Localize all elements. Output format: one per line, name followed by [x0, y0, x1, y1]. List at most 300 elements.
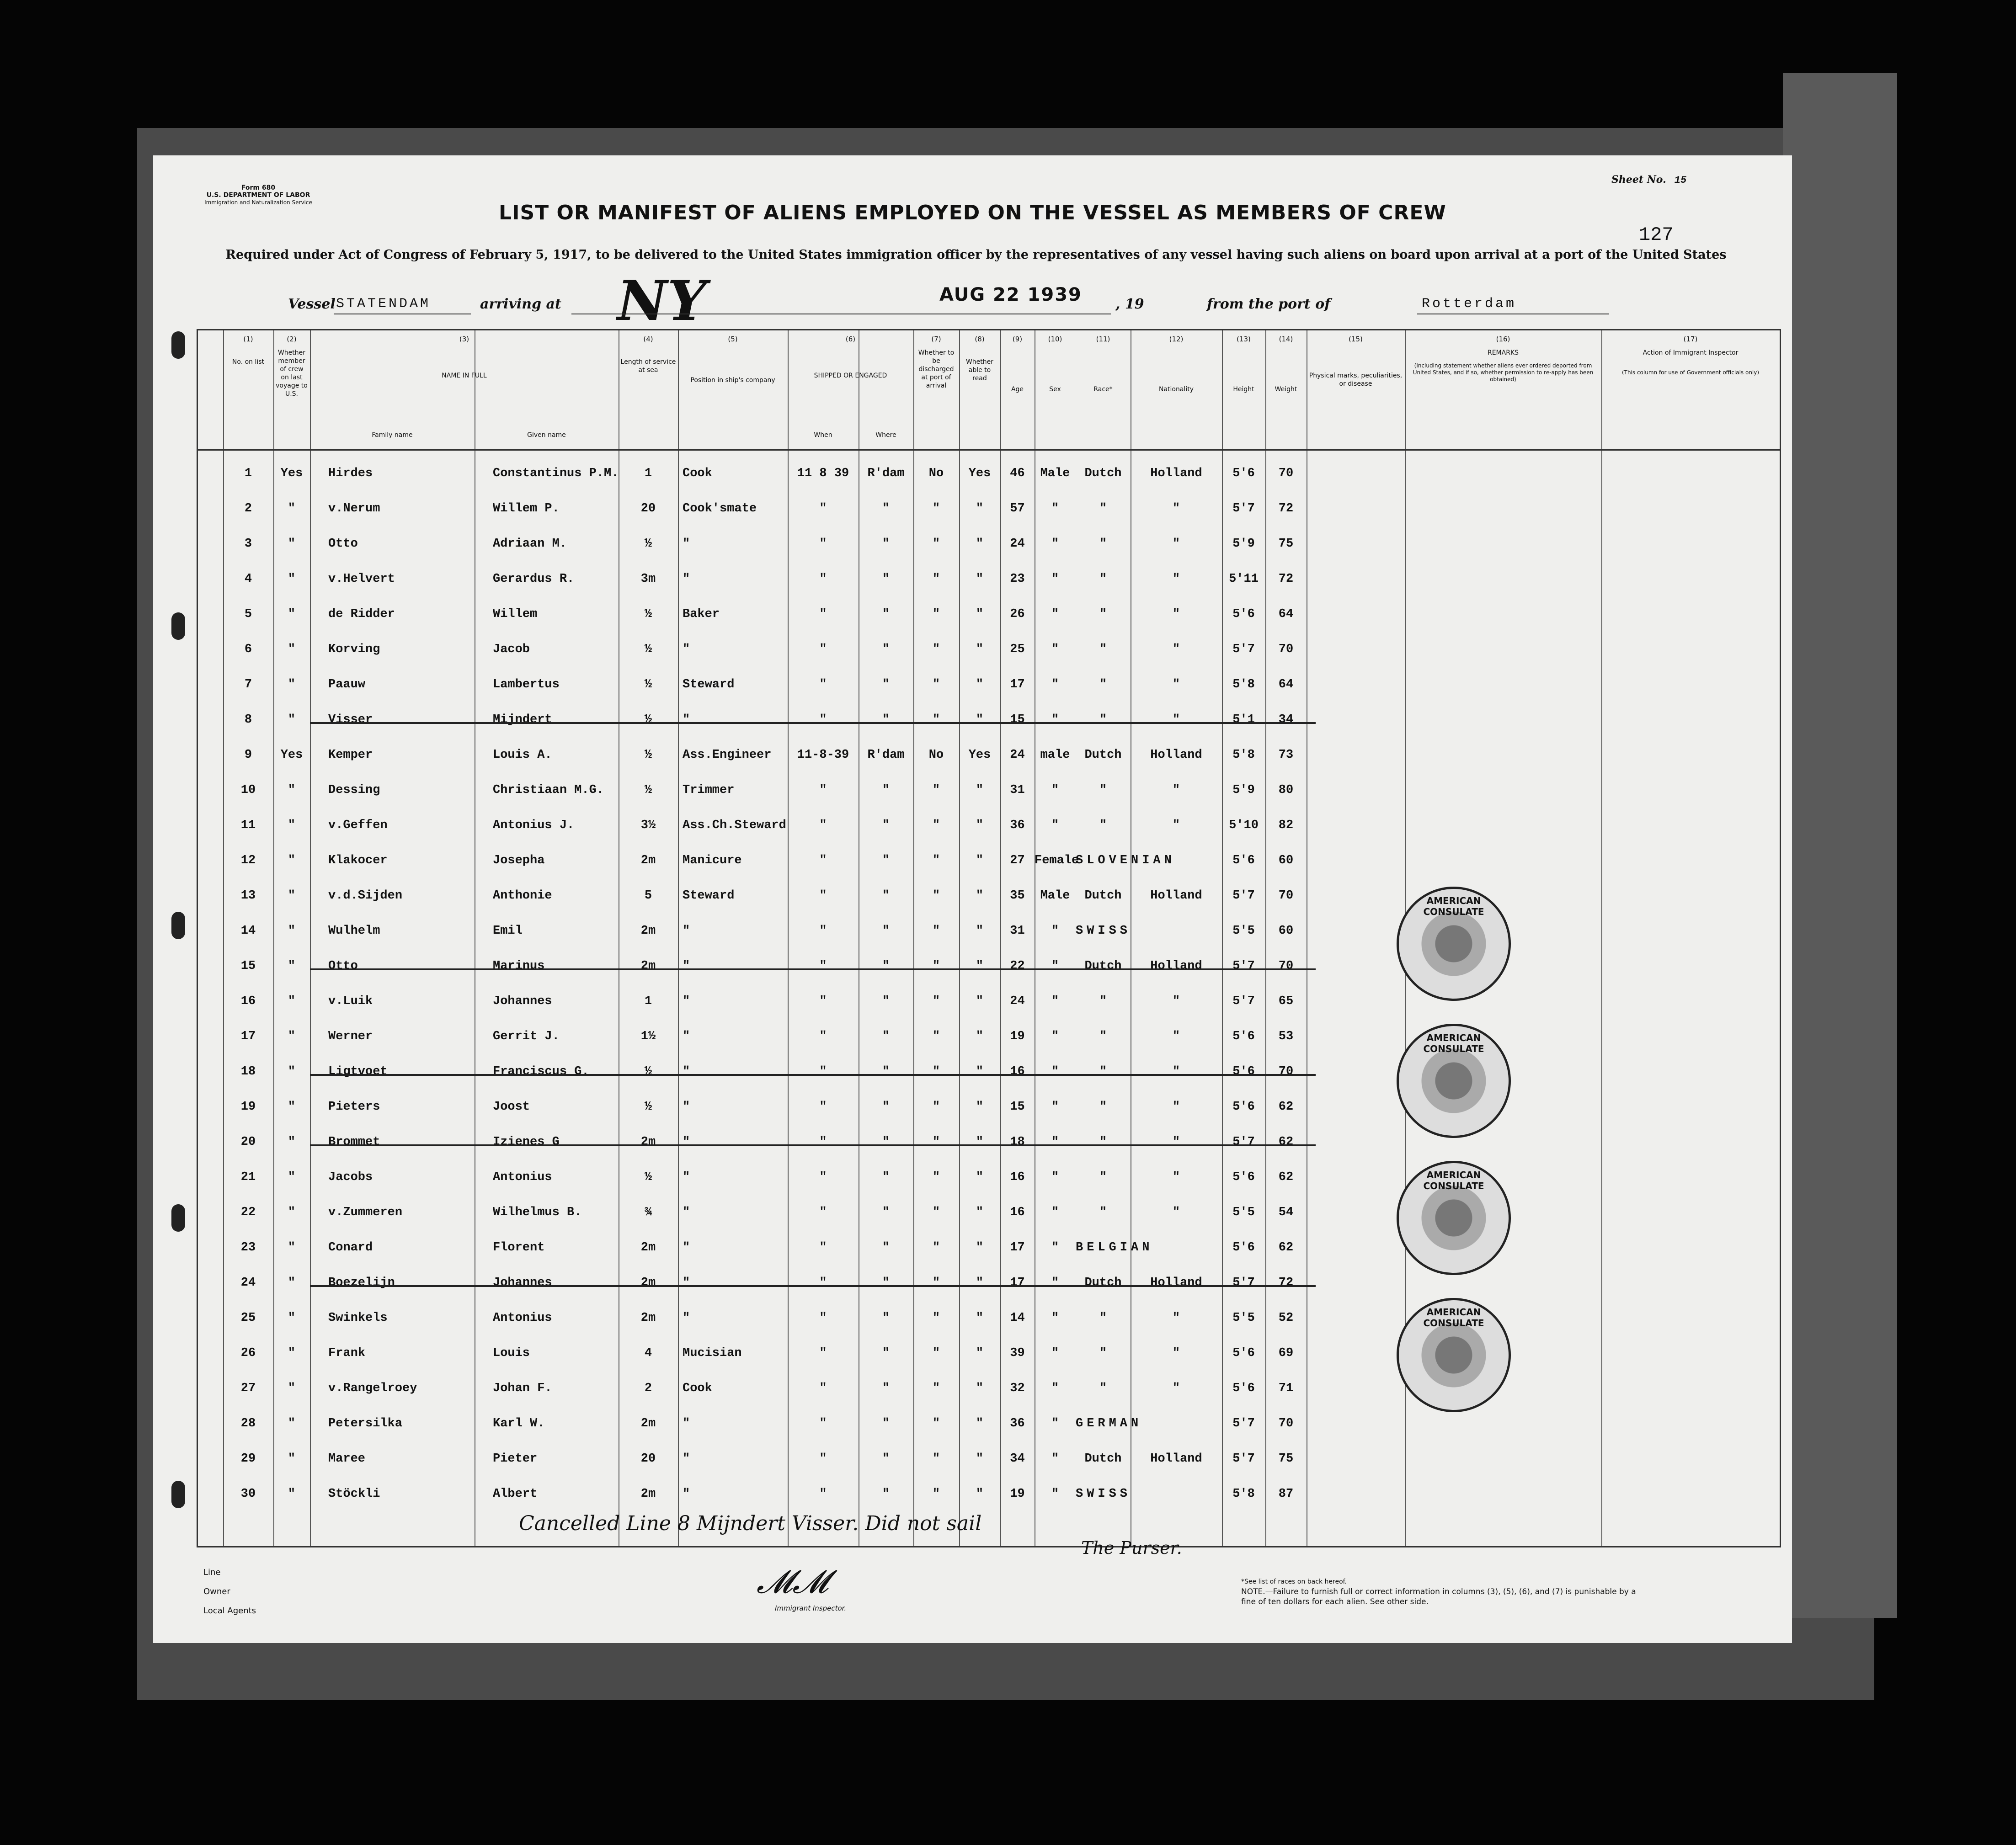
- table-row: [198, 780, 1780, 815]
- cell-read: ": [976, 678, 984, 691]
- cell-given: Louis A.: [493, 748, 552, 762]
- cell-height: 5'5: [1232, 1311, 1255, 1325]
- cell-height: 5'7: [1232, 959, 1255, 973]
- cell-service: ½: [644, 1170, 652, 1184]
- cell-height: 5'7: [1232, 502, 1255, 516]
- cell-family: Maree: [328, 1452, 366, 1466]
- cell-age: 19: [1010, 1030, 1025, 1043]
- cell-read: ": [976, 1487, 984, 1501]
- cell-age: 35: [1010, 889, 1025, 903]
- cell-given: Louis: [493, 1346, 530, 1360]
- cell-last: ": [288, 1170, 296, 1184]
- cell-when: ": [819, 924, 827, 938]
- year-label: , 19: [1115, 296, 1144, 312]
- cell-given: Josepha: [493, 854, 545, 867]
- cell-disch: ": [932, 994, 940, 1008]
- cell-read: ": [976, 572, 984, 586]
- cell-position: ": [683, 1100, 690, 1114]
- header-divider: [198, 449, 1780, 451]
- cell-position: ": [683, 1135, 690, 1149]
- header-c4: Length of service at sea: [620, 358, 676, 374]
- cell-nat: Holland: [1150, 1276, 1202, 1290]
- back-page-edge: [1783, 73, 1897, 1618]
- cell-when: ": [819, 678, 827, 691]
- cell-given: Anthonie: [493, 889, 552, 903]
- cell-given: Jacob: [493, 643, 530, 656]
- cell-given: Izienes G: [493, 1135, 560, 1149]
- cell-family: Frank: [328, 1346, 366, 1360]
- cell-when: ": [819, 502, 827, 516]
- inspector-label: Immigrant Inspector.: [775, 1604, 847, 1612]
- owner-label: Owner: [203, 1587, 230, 1596]
- cell-sex: Male: [1040, 889, 1070, 903]
- header-c1: No. on list: [232, 358, 265, 366]
- cell-family: Conard: [328, 1241, 373, 1255]
- cell-position: ": [683, 643, 690, 656]
- cell-sex: ": [1051, 713, 1059, 727]
- table-row: [198, 533, 1780, 569]
- table-row: [198, 1237, 1780, 1272]
- arriving-port-handwritten: NY: [617, 269, 707, 333]
- cell-read: ": [976, 1135, 984, 1149]
- cell-given: Florent: [493, 1241, 545, 1255]
- table-row: [198, 991, 1780, 1026]
- cell-family: v.Helvert: [328, 572, 395, 586]
- header-c13: Height: [1233, 386, 1254, 393]
- cell-sex: ": [1051, 502, 1059, 516]
- cell-read: ": [976, 537, 984, 551]
- column-number: (13): [1237, 335, 1251, 343]
- cell-when: ": [819, 1100, 827, 1114]
- cell-disch: ": [932, 1241, 940, 1255]
- cell-no: 23: [240, 1241, 256, 1255]
- vessel-name: STATENDAM: [336, 296, 431, 312]
- column-number: (17): [1683, 335, 1698, 343]
- cell-position: Ass.Engineer: [683, 748, 772, 762]
- cell-when: ": [819, 1241, 827, 1255]
- cell-nat: ": [1172, 1311, 1180, 1325]
- cell-disch: ": [932, 1311, 940, 1325]
- cell-no: 18: [240, 1065, 256, 1079]
- cell-last: ": [288, 1487, 296, 1501]
- header-c17note: (This column for use of Government officials only): [1621, 369, 1760, 376]
- document-title: LIST OR MANIFEST OF ALIENS EMPLOYED ON THE VESSEL AS MEMBERS OF CREW: [499, 201, 1446, 224]
- cell-disch: No: [928, 467, 944, 480]
- cell-service: 2m: [640, 854, 656, 867]
- cell-family: Otto: [328, 959, 358, 973]
- cell-where: ": [882, 819, 890, 832]
- cell-race: SWISS: [1076, 924, 1131, 938]
- cell-where: ": [882, 643, 890, 656]
- cell-disch: ": [932, 1276, 940, 1290]
- binder-hole: [171, 1204, 185, 1232]
- cell-position: ": [683, 959, 690, 973]
- cell-nat: ": [1172, 1170, 1180, 1184]
- cell-when: ": [819, 1382, 827, 1395]
- cell-when: 11 8 39: [797, 467, 849, 480]
- cell-nat: ": [1172, 819, 1180, 832]
- header-c5: Position in ship's company: [690, 377, 775, 384]
- binder-hole: [171, 331, 185, 359]
- cell-given: Karl W.: [493, 1417, 545, 1430]
- cell-given: Antonius J.: [493, 819, 575, 832]
- cell-last: ": [288, 783, 296, 797]
- cell-when: ": [819, 643, 827, 656]
- cell-family: v.Nerum: [328, 502, 380, 516]
- cell-when: ": [819, 607, 827, 621]
- cell-race: ": [1099, 994, 1107, 1008]
- cell-last: Yes: [280, 748, 303, 762]
- cell-nat: ": [1172, 643, 1180, 656]
- cell-where: ": [882, 1135, 890, 1149]
- header-c16: REMARKS: [1487, 349, 1519, 356]
- cell-no: 27: [240, 1382, 256, 1395]
- table-row: [198, 639, 1780, 674]
- cell-last: ": [288, 959, 296, 973]
- cell-read: ": [976, 994, 984, 1008]
- cell-family: Petersilka: [328, 1417, 403, 1430]
- cell-sex: ": [1051, 994, 1059, 1008]
- cell-no: 13: [240, 889, 256, 903]
- cell-when: ": [819, 959, 827, 973]
- cell-where: ": [882, 783, 890, 797]
- cell-age: 26: [1010, 607, 1025, 621]
- column-number: (5): [728, 335, 738, 343]
- cell-weight: 64: [1278, 607, 1294, 621]
- cell-sex: ": [1051, 1276, 1059, 1290]
- table-row: [198, 1202, 1780, 1237]
- column-number: (11): [1096, 335, 1110, 343]
- cell-given: Marinus: [493, 959, 545, 973]
- cell-sex: ": [1051, 1346, 1059, 1360]
- cell-race: Dutch: [1084, 959, 1122, 973]
- cell-nat: ": [1172, 994, 1180, 1008]
- cell-given: Constantinus P.M.: [493, 467, 619, 480]
- cell-last: ": [288, 1452, 296, 1466]
- cell-given: Johannes: [493, 994, 552, 1008]
- fine-note: NOTE.—Failure to furnish full or correct information in columns (3), (5), (6), and (7) is punishable by a fine of ten dollars for each alien. See other side.: [1241, 1587, 1636, 1606]
- header-c8: Whether able to read: [965, 358, 994, 382]
- cell-service: ½: [644, 678, 652, 691]
- column-number: (9): [1012, 335, 1023, 343]
- table-row: [198, 709, 1780, 744]
- cell-disch: ": [932, 1382, 940, 1395]
- cell-age: 32: [1010, 1382, 1025, 1395]
- cell-height: 5'6: [1232, 607, 1255, 621]
- cell-read: ": [976, 1276, 984, 1290]
- cell-race: ": [1099, 643, 1107, 656]
- cell-when: ": [819, 1206, 827, 1219]
- cell-disch: ": [932, 537, 940, 551]
- cell-read: ": [976, 643, 984, 656]
- cell-no: 16: [240, 994, 256, 1008]
- cell-where: ": [882, 713, 890, 727]
- strikethrough-line: [310, 722, 1316, 724]
- cell-read: ": [976, 713, 984, 727]
- cell-where: ": [882, 1346, 890, 1360]
- cell-race: GERMAN: [1076, 1417, 1142, 1430]
- cell-disch: No: [928, 748, 944, 762]
- cell-no: 30: [240, 1487, 256, 1501]
- cell-age: 16: [1010, 1065, 1025, 1079]
- cell-read: ": [976, 783, 984, 797]
- cell-last: Yes: [280, 467, 303, 480]
- cell-no: 6: [244, 643, 252, 656]
- cell-sex: ": [1051, 1065, 1059, 1079]
- cell-weight: 72: [1278, 502, 1294, 516]
- cell-where: ": [882, 502, 890, 516]
- cell-age: 25: [1010, 643, 1025, 656]
- cell-family: Dessing: [328, 783, 380, 797]
- cell-when: ": [819, 1135, 827, 1149]
- cell-where: ": [882, 678, 890, 691]
- cell-last: ": [288, 1346, 296, 1360]
- cell-race: ": [1099, 713, 1107, 727]
- cell-when: ": [819, 819, 827, 832]
- cell-race: Dutch: [1084, 1276, 1122, 1290]
- cell-height: 5'6: [1232, 467, 1255, 480]
- cell-where: ": [882, 1311, 890, 1325]
- column-number: (14): [1279, 335, 1293, 343]
- cell-no: 5: [244, 607, 252, 621]
- cell-when: ": [819, 854, 827, 867]
- cell-given: Willem P.: [493, 502, 560, 516]
- cell-nat: ": [1172, 1135, 1180, 1149]
- cell-disch: ": [932, 572, 940, 586]
- cell-given: Gerardus R.: [493, 572, 575, 586]
- cell-race: SWISS: [1076, 1487, 1131, 1501]
- cell-given: Antonius: [493, 1311, 552, 1325]
- cell-no: 19: [240, 1100, 256, 1114]
- cell-position: Steward: [683, 678, 735, 691]
- cell-sex: ": [1051, 1030, 1059, 1043]
- cell-last: ": [288, 1030, 296, 1043]
- cell-nat: ": [1172, 1030, 1180, 1043]
- cell-last: ": [288, 1382, 296, 1395]
- cell-read: ": [976, 854, 984, 867]
- cell-service: 2m: [640, 1487, 656, 1501]
- cell-family: Visser: [328, 713, 373, 727]
- cell-read: ": [976, 1170, 984, 1184]
- consulate-seal: AMERICAN CONSULATE: [1397, 1161, 1511, 1275]
- cell-weight: 62: [1278, 1135, 1294, 1149]
- cell-race: ": [1099, 1311, 1107, 1325]
- cell-race: ": [1099, 1382, 1107, 1395]
- binder-hole: [171, 912, 185, 939]
- cell-position: ": [683, 1311, 690, 1325]
- cell-nat: Holland: [1150, 748, 1202, 762]
- cell-service: 5: [644, 889, 652, 903]
- cell-weight: 70: [1278, 959, 1294, 973]
- cell-nat: ": [1172, 678, 1180, 691]
- cell-last: ": [288, 819, 296, 832]
- cell-family: Korving: [328, 643, 380, 656]
- cell-race: ": [1099, 678, 1107, 691]
- purser-signature: The Purser.: [1081, 1538, 1182, 1558]
- cell-read: ": [976, 889, 984, 903]
- cell-weight: 72: [1278, 1276, 1294, 1290]
- cell-age: 19: [1010, 1487, 1025, 1501]
- column-number: (16): [1496, 335, 1510, 343]
- cell-height: 5'8: [1232, 1487, 1255, 1501]
- cell-position: Steward: [683, 889, 735, 903]
- cell-family: Klakocer: [328, 854, 388, 867]
- cell-no: 26: [240, 1346, 256, 1360]
- cell-last: ": [288, 924, 296, 938]
- cell-nat: ": [1172, 607, 1180, 621]
- cell-age: 31: [1010, 924, 1025, 938]
- cell-last: ": [288, 572, 296, 586]
- cell-height: 5'7: [1232, 643, 1255, 656]
- cell-no: 21: [240, 1170, 256, 1184]
- column-number: (2): [287, 335, 297, 343]
- table-row: [198, 569, 1780, 604]
- cell-weight: 65: [1278, 994, 1294, 1008]
- cell-height: 5'5: [1232, 924, 1255, 938]
- cell-read: ": [976, 1346, 984, 1360]
- cell-height: 5'7: [1232, 1135, 1255, 1149]
- cell-given: Emil: [493, 924, 523, 938]
- arriving-label: arriving at: [480, 296, 561, 312]
- cell-given: Wilhelmus B.: [493, 1206, 582, 1219]
- cancellation-note: Cancelled Line 8 Mijndert Visser. Did not sail: [519, 1512, 982, 1535]
- inspector-signature: 𝓜𝓜: [757, 1563, 828, 1600]
- cell-weight: 62: [1278, 1241, 1294, 1255]
- cell-service: 20: [640, 1452, 656, 1466]
- vessel-label: Vessel: [288, 296, 336, 312]
- cell-race: Dutch: [1084, 748, 1122, 762]
- cell-no: 2: [244, 502, 252, 516]
- cell-disch: ": [932, 1206, 940, 1219]
- cell-no: 3: [244, 537, 252, 551]
- cell-height: 5'8: [1232, 678, 1255, 691]
- cell-when: ": [819, 994, 827, 1008]
- cell-disch: ": [932, 783, 940, 797]
- cell-sex: ": [1051, 537, 1059, 551]
- cell-service: ½: [644, 748, 652, 762]
- cell-age: 15: [1010, 1100, 1025, 1114]
- cell-where: ": [882, 1170, 890, 1184]
- cell-position: ": [683, 1241, 690, 1255]
- cell-race: ": [1099, 1346, 1107, 1360]
- cell-given: Christiaan M.G.: [493, 783, 604, 797]
- cell-position: ": [683, 1417, 690, 1430]
- cell-race: BELGIAN: [1076, 1241, 1153, 1255]
- cell-age: 24: [1010, 748, 1025, 762]
- cell-disch: ": [932, 1065, 940, 1079]
- cell-position: Baker: [683, 607, 720, 621]
- cell-no: 28: [240, 1417, 256, 1430]
- cell-weight: 70: [1278, 1417, 1294, 1430]
- cell-position: Manicure: [683, 854, 742, 867]
- cell-service: 1½: [640, 1030, 656, 1043]
- cell-last: ": [288, 643, 296, 656]
- header-c2: Whether member of crew on last voyage to U.S.: [276, 349, 308, 398]
- cell-last: ": [288, 678, 296, 691]
- cell-race: ": [1099, 819, 1107, 832]
- header-c6: SHIPPED OR ENGAGED: [814, 372, 887, 379]
- cell-given: Pieter: [493, 1452, 538, 1466]
- cell-where: ": [882, 924, 890, 938]
- cell-where: ": [882, 1030, 890, 1043]
- cell-where: ": [882, 854, 890, 867]
- cell-age: 16: [1010, 1206, 1025, 1219]
- cell-read: ": [976, 1065, 984, 1079]
- header-c12: Nationality: [1158, 386, 1194, 393]
- header-c17: Action of Immigrant Inspector: [1643, 349, 1739, 356]
- cell-when: ": [819, 1311, 827, 1325]
- cell-nat: Holland: [1150, 889, 1202, 903]
- strikethrough-line: [310, 1144, 1316, 1146]
- cell-service: ½: [644, 607, 652, 621]
- cell-service: 3½: [640, 819, 656, 832]
- cell-disch: ": [932, 1346, 940, 1360]
- cell-height: 5'9: [1232, 537, 1255, 551]
- cell-weight: 72: [1278, 572, 1294, 586]
- cell-age: 34: [1010, 1452, 1025, 1466]
- cell-sex: male: [1040, 748, 1070, 762]
- cell-where: ": [882, 1452, 890, 1466]
- table-row: [198, 1308, 1780, 1343]
- cell-service: 1: [644, 994, 652, 1008]
- cell-family: Hirdes: [328, 467, 373, 480]
- cell-disch: ": [932, 1030, 940, 1043]
- cell-sex: ": [1051, 1487, 1059, 1501]
- cell-height: 5'6: [1232, 1170, 1255, 1184]
- cell-sex: ": [1051, 1311, 1059, 1325]
- cell-no: 25: [240, 1311, 256, 1325]
- cell-sex: ": [1051, 1206, 1059, 1219]
- column-number: (12): [1169, 335, 1184, 343]
- table-row: [198, 674, 1780, 709]
- cell-last: ": [288, 854, 296, 867]
- cell-nat: ": [1172, 1065, 1180, 1079]
- cell-sex: ": [1051, 783, 1059, 797]
- cell-nat: ": [1172, 783, 1180, 797]
- cell-disch: ": [932, 607, 940, 621]
- sheet-number: Sheet No. 15: [1611, 174, 1687, 186]
- column-number: (4): [643, 335, 653, 343]
- cell-height: 5'7: [1232, 1452, 1255, 1466]
- table-row: [198, 1448, 1780, 1483]
- cell-race: ": [1099, 1030, 1107, 1043]
- cell-sex: Female: [1035, 854, 1079, 867]
- cell-service: 2m: [640, 1241, 656, 1255]
- header-c9: Age: [1011, 386, 1024, 393]
- strikethrough-line: [310, 968, 1316, 970]
- cell-when: ": [819, 1417, 827, 1430]
- table-row: [198, 498, 1780, 533]
- cell-family: de Ridder: [328, 607, 395, 621]
- cell-race: ": [1099, 1100, 1107, 1114]
- cell-no: 29: [240, 1452, 256, 1466]
- cell-when: 11-8-39: [797, 748, 849, 762]
- cell-no: 1: [244, 467, 252, 480]
- cell-weight: 54: [1278, 1206, 1294, 1219]
- cell-age: 18: [1010, 1135, 1025, 1149]
- cell-given: Gerrit J.: [493, 1030, 560, 1043]
- cell-given: Franciscus G.: [493, 1065, 589, 1079]
- cell-disch: ": [932, 1170, 940, 1184]
- cell-where: ": [882, 607, 890, 621]
- table-row: [198, 744, 1780, 780]
- cell-no: 4: [244, 572, 252, 586]
- header-c3: NAME IN FULL: [442, 372, 487, 379]
- cell-sex: ": [1051, 819, 1059, 832]
- cell-service: 4: [644, 1346, 652, 1360]
- cell-where: R'dam: [867, 748, 905, 762]
- header-c6a: When: [814, 431, 832, 439]
